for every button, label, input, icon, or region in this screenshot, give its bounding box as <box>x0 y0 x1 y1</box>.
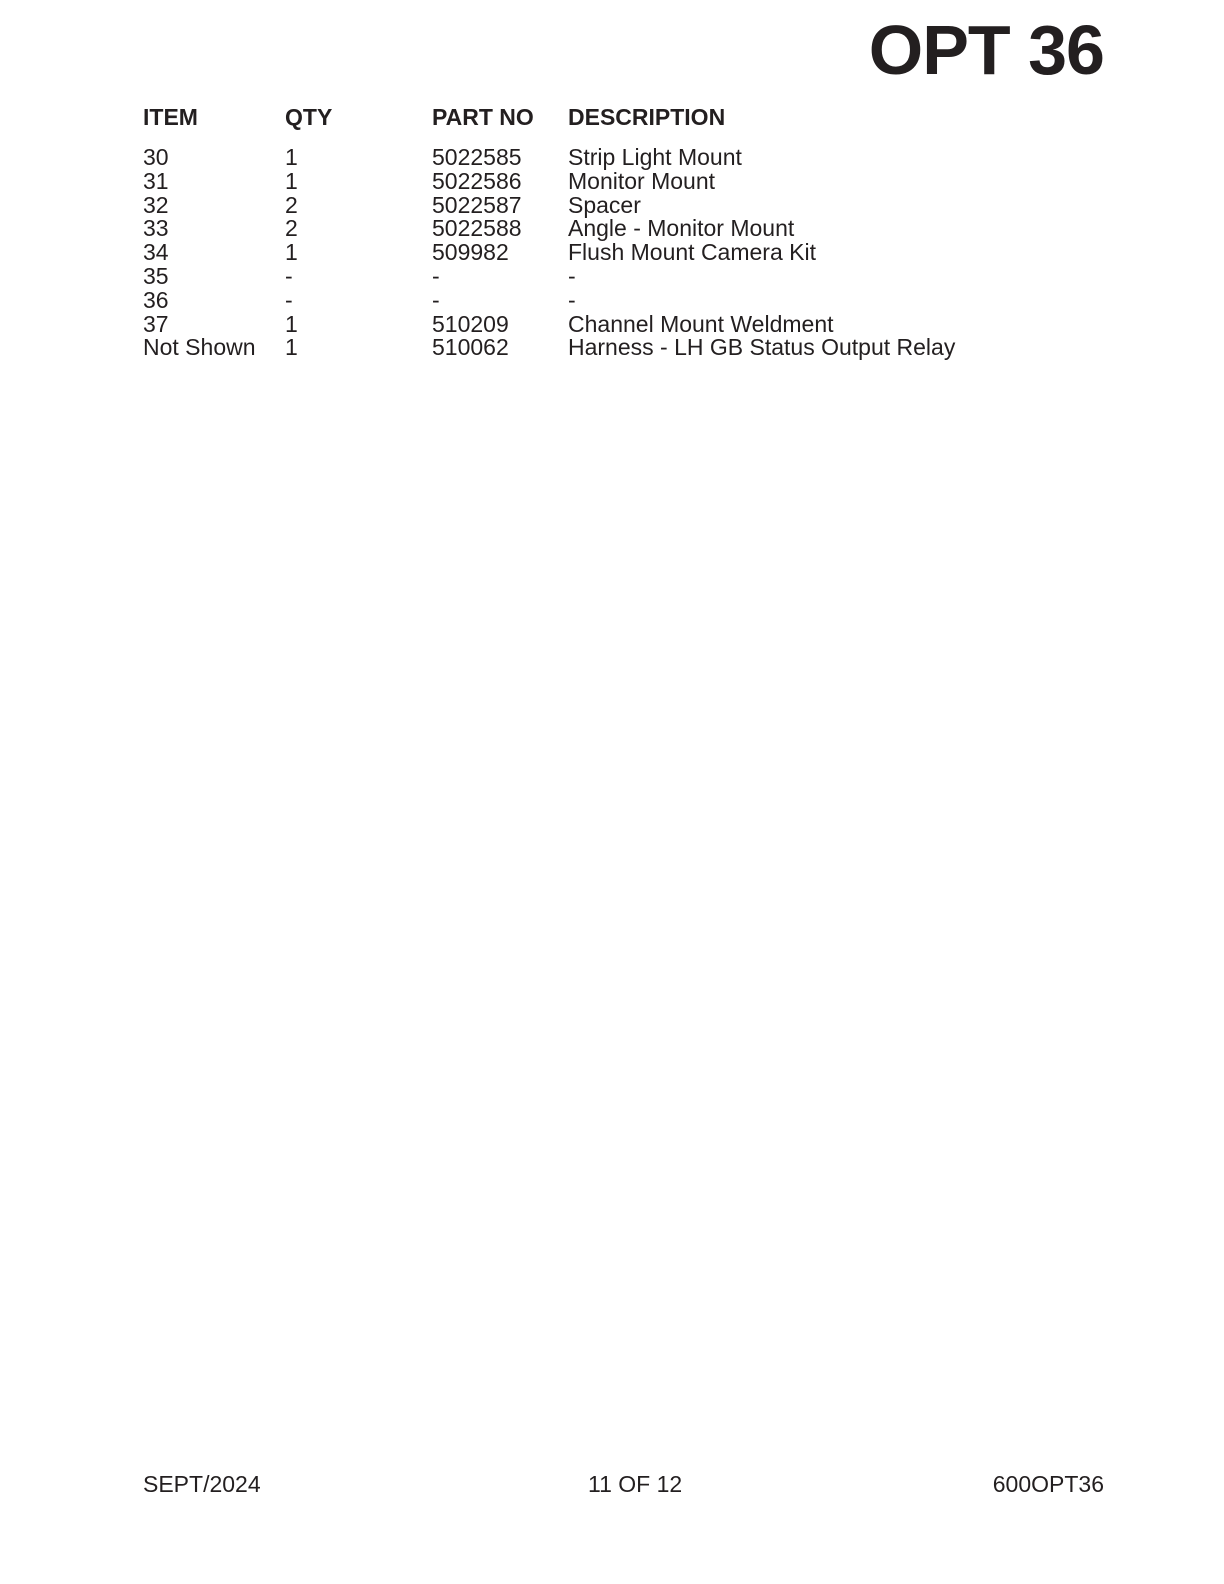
cell-description: Angle - Monitor Mount <box>568 215 795 242</box>
table-row <box>143 146 1068 170</box>
cell-part-no: - <box>432 286 440 313</box>
table-row <box>143 289 1068 313</box>
cell-qty: 1 <box>285 167 298 194</box>
cell-part-no: 510209 <box>432 310 509 337</box>
cell-item: 36 <box>143 286 169 313</box>
cell-part-no: 5022588 <box>432 215 522 242</box>
cell-part-no: 5022586 <box>432 167 522 194</box>
cell-qty: 2 <box>285 215 298 242</box>
footer-page-number: 11 OF 12 <box>588 1471 683 1497</box>
header-qty: QTY <box>285 104 333 130</box>
cell-description: Flush Mount Camera Kit <box>568 239 816 266</box>
cell-qty: 1 <box>285 310 298 337</box>
cell-item: 30 <box>143 144 169 170</box>
cell-description: Monitor Mount <box>568 167 716 194</box>
cell-item: 31 <box>143 167 169 194</box>
cell-item: 34 <box>143 239 169 266</box>
parts-table-body <box>143 132 1068 360</box>
cell-description: - <box>568 286 576 313</box>
cell-item: 33 <box>143 215 169 242</box>
page-title: OPT 36 <box>868 11 1104 89</box>
table-row <box>143 217 1068 241</box>
cell-item: 37 <box>143 310 169 337</box>
table-row <box>143 265 1068 289</box>
table-header-row <box>143 102 1068 132</box>
table-row <box>143 170 1068 194</box>
cell-part-no: - <box>432 262 440 289</box>
cell-item: 35 <box>143 262 169 289</box>
table-row <box>143 241 1068 265</box>
cell-part-no: 5022587 <box>432 191 522 218</box>
cell-part-no: 510062 <box>432 334 509 361</box>
cell-qty: - <box>285 262 293 289</box>
cell-description: Spacer <box>568 191 641 218</box>
cell-qty: 1 <box>285 334 298 361</box>
cell-qty: 2 <box>285 191 298 218</box>
cell-qty: 1 <box>285 239 298 266</box>
header-part-no: PART NO <box>432 104 534 130</box>
cell-qty: 1 <box>285 144 298 170</box>
header-description: DESCRIPTION <box>568 104 726 130</box>
cell-description: - <box>568 262 576 289</box>
cell-description: Strip Light Mount <box>568 144 742 170</box>
header-item: ITEM <box>143 104 198 130</box>
parts-table <box>143 102 1068 360</box>
cell-description: Channel Mount Weldment <box>568 310 834 337</box>
cell-item: 32 <box>143 191 169 218</box>
footer-date: SEPT/2024 <box>143 1471 261 1497</box>
table-row <box>143 313 1068 337</box>
cell-item: Not Shown <box>143 334 256 361</box>
cell-part-no: 5022585 <box>432 144 522 170</box>
table-row <box>143 194 1068 218</box>
cell-description: Harness - LH GB Status Output Relay <box>568 334 956 361</box>
footer-doc-code: 600OPT36 <box>992 1471 1104 1497</box>
cell-qty: - <box>285 286 293 313</box>
cell-part-no: 509982 <box>432 239 509 266</box>
table-row <box>143 336 1068 360</box>
